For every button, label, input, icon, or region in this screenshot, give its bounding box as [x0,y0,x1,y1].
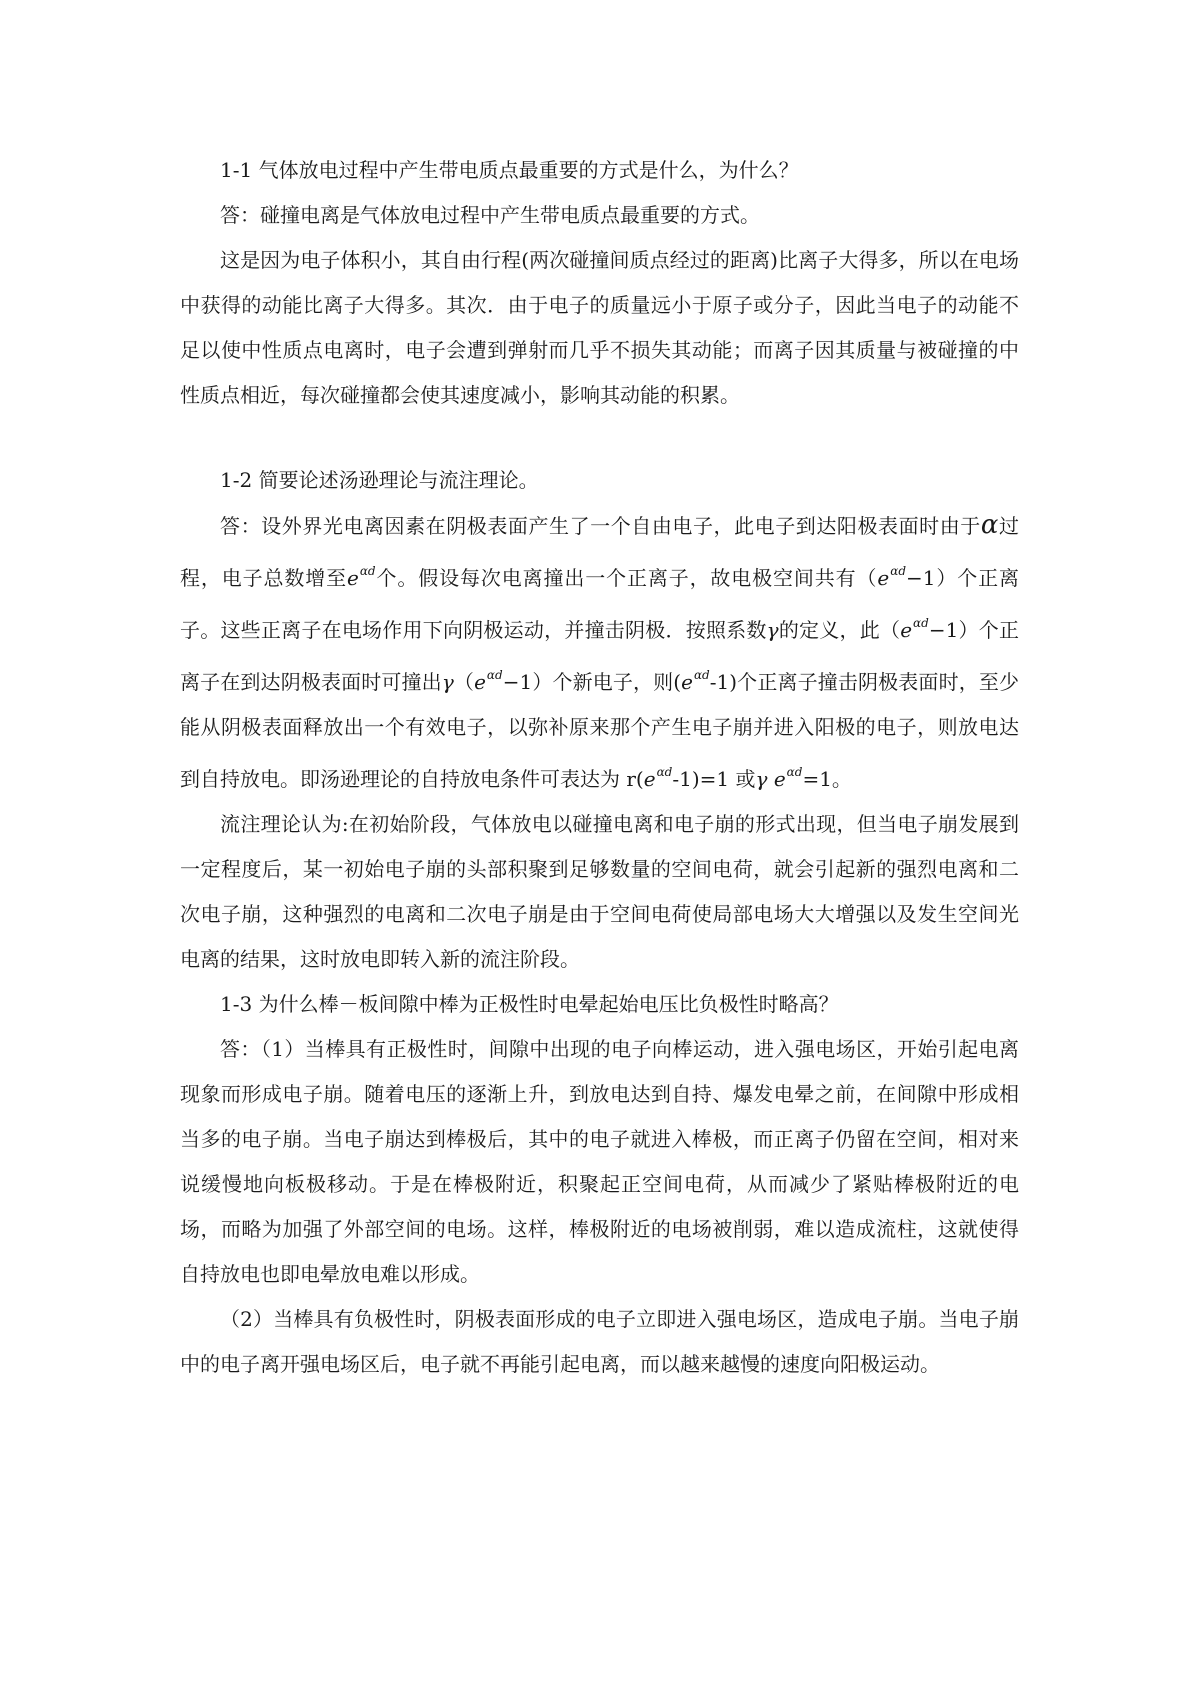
q1-title: 1-1 气体放电过程中产生带电质点最重要的方式是什么，为什么？ [220,158,799,182]
q2-title: 1-2 简要论述汤逊理论与流注理论。 [220,468,539,492]
q3-title: 1-3 为什么棒－板间隙中棒为正极性时电晕起始电压比负极性时略高？ [220,992,839,1016]
q2-townsend-answer: 答：设外界光电离因素在阴极表面产生了一个自由电子，此电子到达阳极表面时由于α过程，电子总数增至$e^{\alpha d}$个。假设每次电离撞出一个正离子，故电极空间共有$(e^{\alpha d}-1)$个正离子。这些正离子在电场作用下向阴极运动，并撞击阴极．按照系数γ的定义，此$(e^{\alpha d}-1)$个正离子在到达阴极表面时可撞出$\gamma(e^{\alpha d}-1)$个新电子，则$(e^{\alpha d}-1)$个正离子撞击阴极表面时，至少能从阴极表面释放出一个有效电子，以弥补原来那个产生电子崩并进入阳极的电子，则放电达到自持放电。即汤逊理论的自持放电条件可表达为 $r(e^{\alpha d}-1)=1$ 或γ $e^{\alpha d}=1$。 [180,510,1020,791]
q3-answer-positive: 答：（1）当棒具有正极性时，间隙中出现的电子向棒运动，进入强电场区，开始引起电离现象而形成电子崩。随着电压的逐渐上升，到放电达到自持、爆发电晕之前，在间隙中形成相当多的电子崩。当电子崩达到棒极后，其中的电子就进入棒极，而正离子仍留在空间，相对来说缓慢地向板极移动。于是在棒极附近，积聚起正空间电荷，从而减少了紧贴棒极附近的电场，而略为加强了外部空间的电场。这样，棒极附近的电场被削弱，难以造成流柱，这就使得自持放电也即电晕放电难以形成。 [180,1037,1019,1286]
q1-explanation: 这是因为电子体积小，其自由行程(两次碰撞间质点经过的距离)比离子大得多，所以在电场中获得的动能比离子大得多。其次．由于电子的质量远小于原子或分子，因此当电子的动能不足以使中性质点电离时，电子会遭到弹射而几乎不损失其动能；而离子因其质量与被碰撞的中性质点相近，每次碰撞都会使其速度减小，影响其动能的积累。 [180,248,1019,407]
q2-streamer-theory: 流注理论认为:在初始阶段，气体放电以碰撞电离和电子崩的形式出现，但当电子崩发展到一定程度后，某一初始电子崩的头部积聚到足够数量的空间电荷，就会引起新的强烈电离和二次电子崩，这种强烈的电离和二次电子崩是由于空间电荷使局部电场大大增强以及发生空间光电离的结果，这时放电即转入新的流注阶段。 [180,812,1019,971]
q1-answer: 答：碰撞电离是气体放电过程中产生带电质点最重要的方式。 [220,203,760,227]
section-spacer [180,418,1019,458]
q3-answer-negative: （2）当棒具有负极性时，阴极表面形成的电子立即进入强电场区，造成电子崩。当电子崩中的电子离开强电场区后，电子就不再能引起电离，而以越来越慢的速度向阳极运动。 [180,1307,1019,1376]
